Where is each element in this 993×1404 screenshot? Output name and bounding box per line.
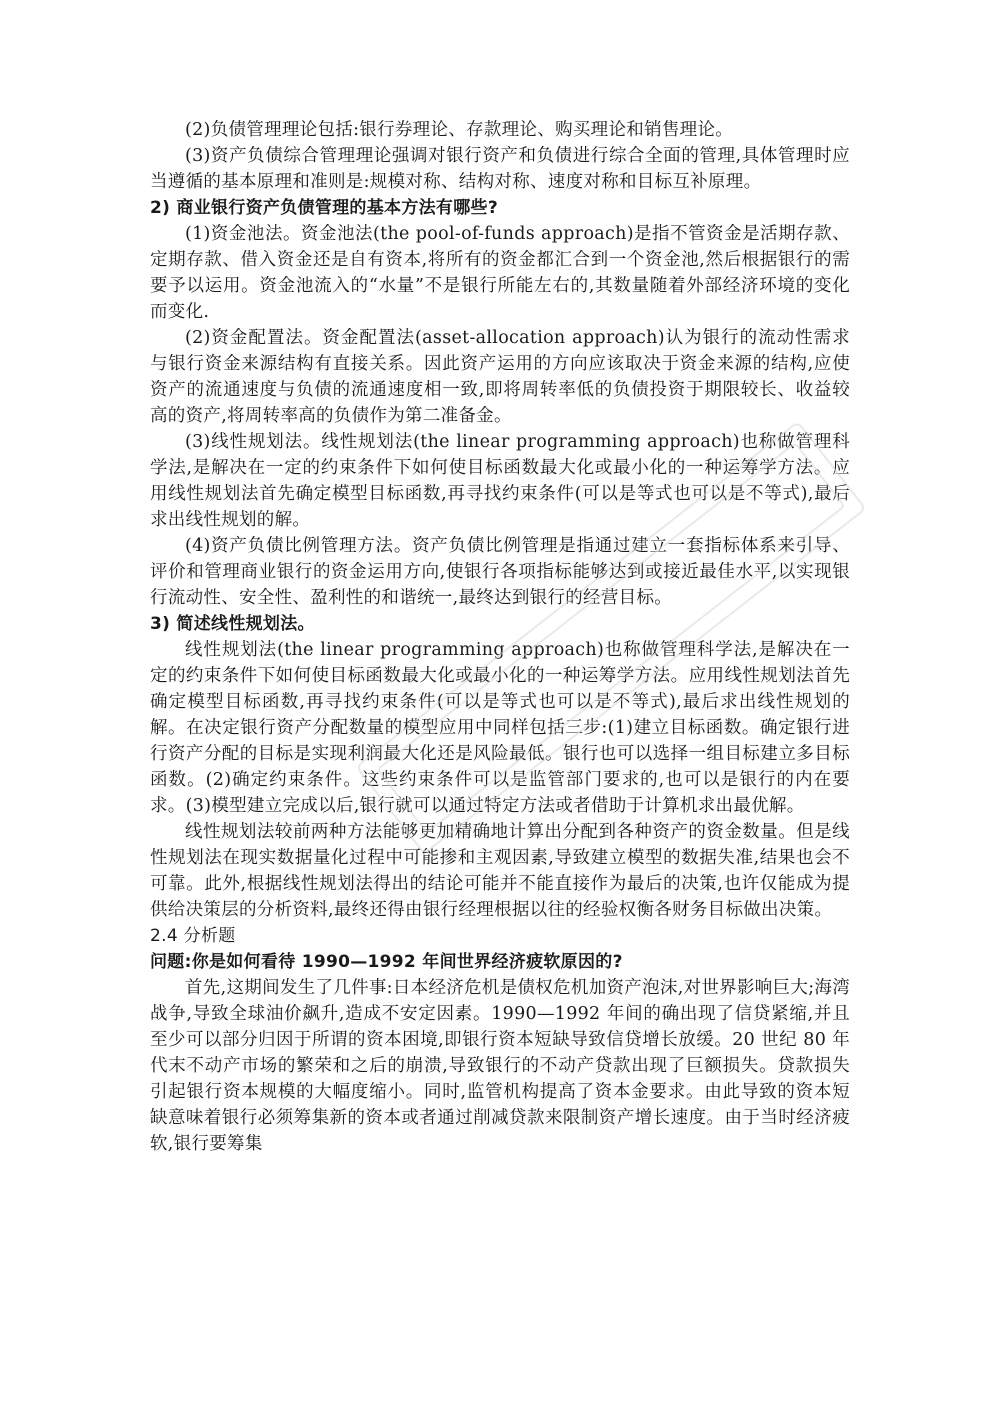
paragraph-ratio-management: (4)资产负债比例管理方法。资产负债比例管理是指通过建立一套指标体系来引导、评价和管理商业银行的资金运用方向,使银行各项指标能够达到或接近最佳水平,以实现银行流动性、安全性、盈利性的和谐统一,最终达到银行的经营目标。: [150, 536, 850, 608]
paragraph-lp-description: 线性规划法(the linear programming approach)也称做管理科学法,是解决在一定的约束条件下如何使目标函数最大化或最小化的一种运筹学方法。应用线性规划法首先确定模型目标函数,再寻找约束条件(可以是等式也可以是不等式),最后求出线性规划的解。在决定银行资产分配数量的模型应用中同样包括三步:(1)建立目标函数。确定银行进行资产分配的目标是实现利润最大化还是风险最低。银行也可以选择一组目标建立多目标函数。(2)确定约束条件。这些约束条件可以是监管部门要求的,也可以是银行的内在要求。(3)模型建立完成以后,银行就可以通过特定方法或者借助于计算机求出最优解。: [150, 640, 850, 816]
document-page: [150, 117, 850, 1157]
paragraph-liability-theory: (2)负债管理理论包括:银行券理论、存款理论、购买理论和销售理论。: [185, 120, 734, 140]
paragraph-lp-evaluation: 线性规划法较前两种方法能够更加精确地计算出分配到各种资产的资金数量。但是线性规划法在现实数据量化过程中可能掺和主观因素,导致建立模型的数据失准,结果也会不可靠。此外,根据线性规划法得出的结论可能并不能直接作为最后的决策,也许仅能成为提供给决策层的分析资料,最终还得由银行经理根据以往的经验权衡各财务目标做出决策。: [150, 822, 850, 920]
question-heading-2: 2) 商业银行资产负债管理的基本方法有哪些?: [150, 198, 498, 218]
analysis-question: 问题:你是如何看待 1990—1992 年间世界经济疲软原因的?: [150, 952, 623, 972]
paragraph-linear-programming: (3)线性规划法。线性规划法(the linear programming approach)也称做管理科学法,是解决在一定的约束条件下如何使目标函数最大化或最小化的一种运筹学方法。应用线性规划法首先确定模型目标函数,再寻找约束条件(可以是等式也可以是不等式),最后求出线性规划的解。: [150, 432, 850, 530]
paragraph-comprehensive-theory: (3)资产负债综合管理理论强调对银行资产和负债进行综合全面的管理,具体管理时应当遵循的基本原理和准则是:规模对称、结构对称、速度对称和目标互补原理。: [150, 146, 850, 192]
paragraph-answer: 首先,这期间发生了几件事:日本经济危机是债权危机加资产泡沫,对世界影响巨大;海湾战争,导致全球油价飙升,造成不安定因素。1990—1992 年间的确出现了信贷紧缩,并且至少可以部分归因于所谓的资本困境,即银行资本短缺导致信贷增长放缓。20 世纪 80 年代末不动产市场的繁荣和之后的崩溃,导致银行的不动产贷款出现了巨额损失。贷款损失引起银行资本规模的大幅度缩小。同时,监管机构提高了资本金要求。由此导致的资本短缺意味着银行必须筹集新的资本或者通过削减贷款来限制资产增长速度。由于当时经济疲软,银行要筹集: [150, 978, 850, 1154]
paragraph-pool-of-funds: (1)资金池法。资金池法(the pool-of-funds approach)是指不管资金是活期存款、定期存款、借入资金还是自有资本,将所有的资金都汇合到一个资金池,然后根据银行的需要予以运用。资金池流入的“水量”不是银行所能左右的,其数量随着外部经济环境的变化而变化.: [150, 224, 850, 322]
question-heading-3: 3) 简述线性规划法。: [150, 614, 315, 634]
paragraph-asset-allocation: (2)资金配置法。资金配置法(asset-allocation approach)认为银行的流动性需求与银行资金来源结构有直接关系。因此资产运用的方向应该取决于资金来源的结构,应使资产的流通速度与负债的流通速度相一致,即将周转率低的负债投资于期限较长、收益较高的资产,将周转率高的负债作为第二准备金。: [150, 328, 850, 426]
section-title: 2.4 分析题: [150, 926, 236, 946]
